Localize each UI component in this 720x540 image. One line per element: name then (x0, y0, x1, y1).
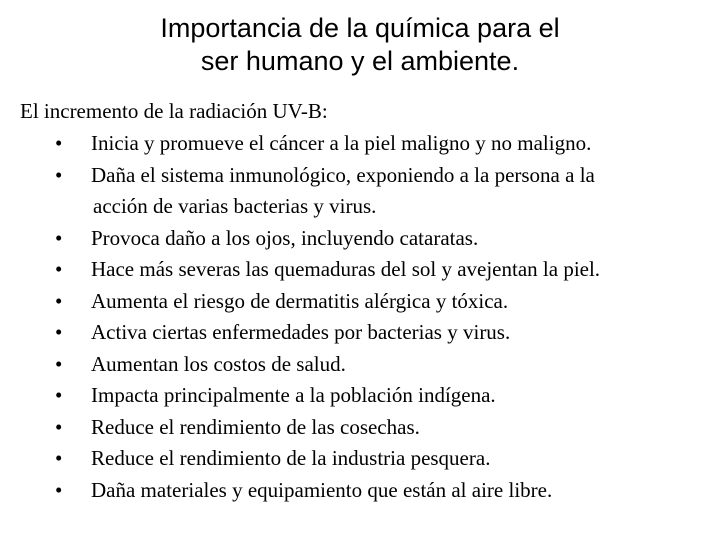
intro-text: El incremento de la radiación UV-B: (20, 99, 328, 123)
list-item-text: Aumenta el riesgo de dermatitis alérgica y tóxica. (91, 288, 509, 313)
bullet-icon: • (55, 383, 63, 407)
slide-title-line-1: Importancia de la química para el (160, 13, 560, 43)
list-item-text: Activa ciertas enfermedades por bacterias y virus. (91, 320, 511, 344)
list-item-text: Inicia y promueve el cáncer a la piel maligno y no maligno. (91, 131, 592, 155)
list-item (55, 475, 715, 507)
list-item-text: Hace más severas las quemaduras del sol y avejentan la piel. (91, 257, 601, 281)
list-item (55, 349, 715, 381)
list-item (55, 286, 715, 318)
bullet-icon: • (55, 446, 63, 470)
list-item-text: Reduce el rendimiento de la industria pesquera. (91, 446, 491, 470)
list-item (55, 128, 715, 160)
bullet-icon: • (55, 477, 63, 502)
slide-title-line-2: ser humano y el ambiente. (200, 46, 520, 76)
list-item-text: Daña el sistema inmunológico, exponiendo a la persona a la (91, 162, 595, 187)
bullet-icon: • (55, 320, 63, 344)
bullet-icon: • (55, 131, 63, 155)
list-item-text: Provoca daño a los ojos, incluyendo cataratas. (91, 225, 479, 250)
bullet-icon: • (55, 351, 63, 376)
bullet-icon: • (55, 225, 63, 250)
list-item (55, 443, 715, 475)
list-item-text: Impacta principalmente a la población indígena. (91, 383, 496, 407)
list-item-text: Daña materiales y equipamiento que están al aire libre. (91, 477, 553, 502)
list-item (55, 223, 715, 255)
bullet-icon: • (55, 257, 63, 281)
bullet-icon: • (55, 288, 63, 313)
list-item (55, 160, 715, 223)
slide-title (60, 12, 660, 78)
list-item (55, 254, 715, 286)
list-item (55, 317, 715, 349)
bullet-icon: • (55, 162, 63, 187)
bullet-icon: • (55, 414, 63, 439)
bullet-list (55, 128, 715, 506)
list-item-text: acción de varias bacterias y virus. (93, 194, 377, 218)
list-item (55, 412, 715, 444)
list-item (55, 380, 715, 412)
list-item-text: Reduce el rendimiento de las cosechas. (91, 414, 420, 439)
list-item-text: Aumentan los costos de salud. (91, 351, 346, 376)
